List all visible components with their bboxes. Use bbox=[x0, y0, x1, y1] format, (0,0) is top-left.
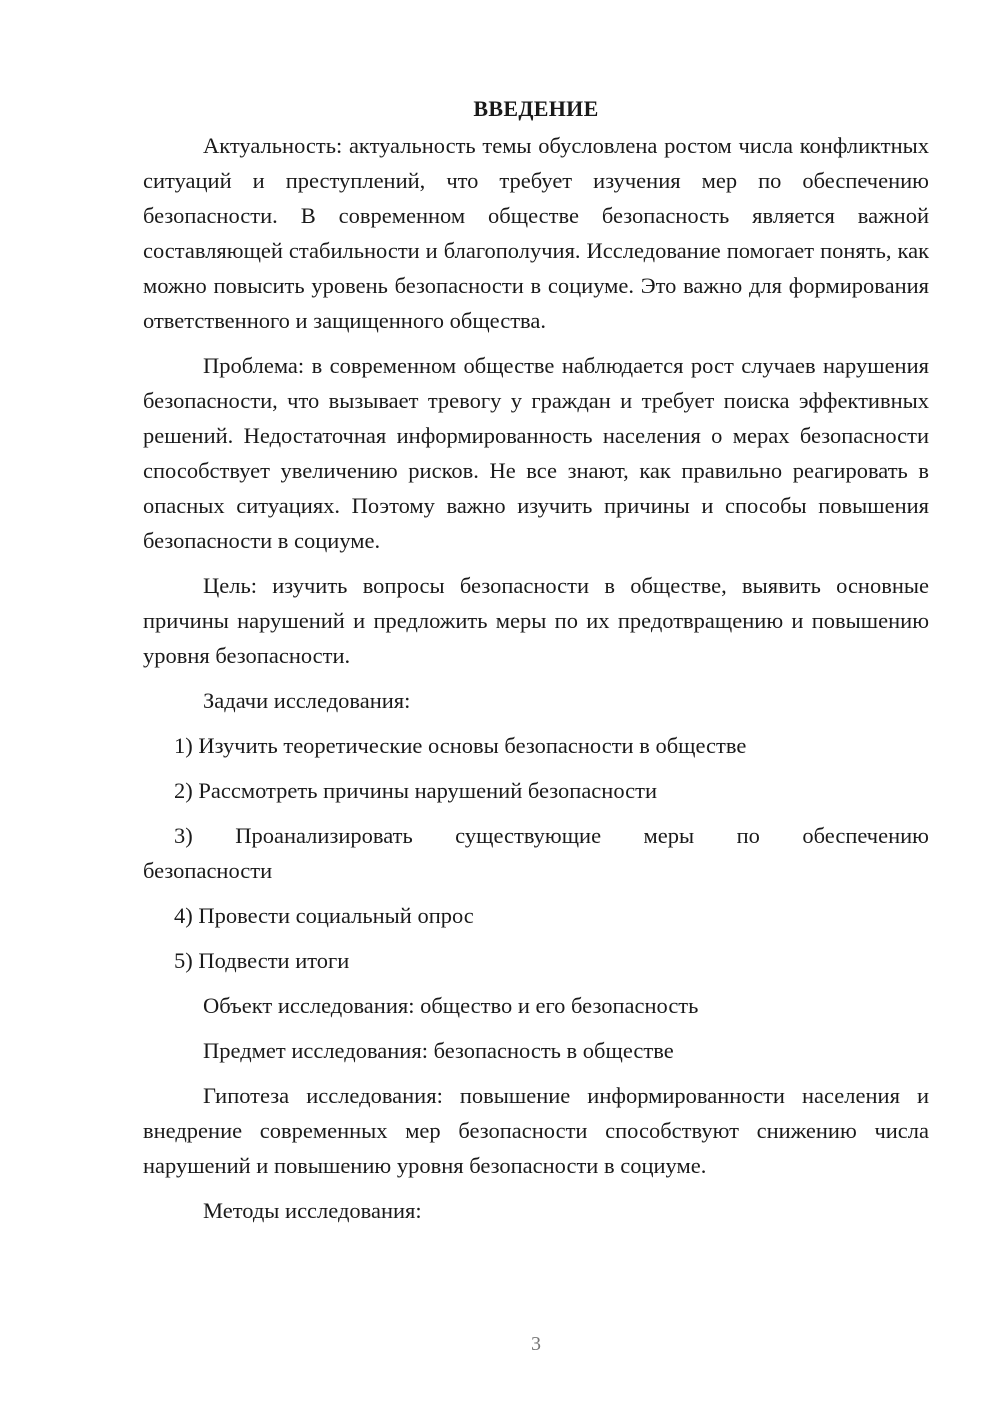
paragraph-relevance: Актуальность: актуальность темы обусловлена ростом числа конфликтных ситуаций и преступлений, что требует изучения мер по обеспечению безопасности. В современном обществе безопасность является важной составляющей стабильности и благополучия. Исследование помогает понять, как можно повысить уровень безопасности в социуме. Это важно для формирования ответственного и защищенного общества. bbox=[143, 133, 929, 333]
task-item: 1) Изучить теоретические основы безопасности в обществе bbox=[174, 733, 747, 758]
page-number bbox=[0, 1333, 1000, 1356]
document-page bbox=[143, 94, 929, 1238]
task-item: 4) Провести социальный опрос bbox=[174, 903, 474, 928]
paragraph-goal: Цель: изучить вопросы безопасности в обществе, выявить основные причины нарушений и предложить меры по их предотвращению и повышению уровня безопасности. bbox=[143, 573, 929, 668]
research-hypothesis: Гипотеза исследования: повышение информированности населения и внедрение современных мер безопасности способствуют снижению числа нарушений и повышению уровня безопасности в социуме. bbox=[143, 1083, 929, 1178]
research-subject: Предмет исследования: безопасность в обществе bbox=[203, 1038, 674, 1063]
research-object: Объект исследования: общество и его безопасность bbox=[203, 993, 699, 1018]
task-item: 5) Подвести итоги bbox=[174, 948, 350, 973]
task-item-continuation: безопасности bbox=[143, 858, 273, 883]
paragraph-problem: Проблема: в современном обществе наблюдается рост случаев нарушения безопасности, что вызывает тревогу у граждан и требует поиска эффективных решений. Недостаточная информированность населения о мерах безопасности способствует увеличению рисков. Не все знают, как правильно реагировать в опасных ситуациях. Поэтому важно изучить причины и способы повышения безопасности в социуме. bbox=[143, 353, 929, 553]
section-title: ВВЕДЕНИЕ bbox=[473, 96, 599, 121]
methods-heading: Методы исследования: bbox=[203, 1198, 422, 1223]
page-number-value: 3 bbox=[531, 1333, 541, 1355]
tasks-heading: Задачи исследования: bbox=[203, 688, 411, 713]
task-item bbox=[143, 818, 929, 888]
task-item: 2) Рассмотреть причины нарушений безопасности bbox=[174, 778, 658, 803]
task-item-line: 3) Проанализировать существующие меры по обеспечению bbox=[174, 823, 929, 848]
